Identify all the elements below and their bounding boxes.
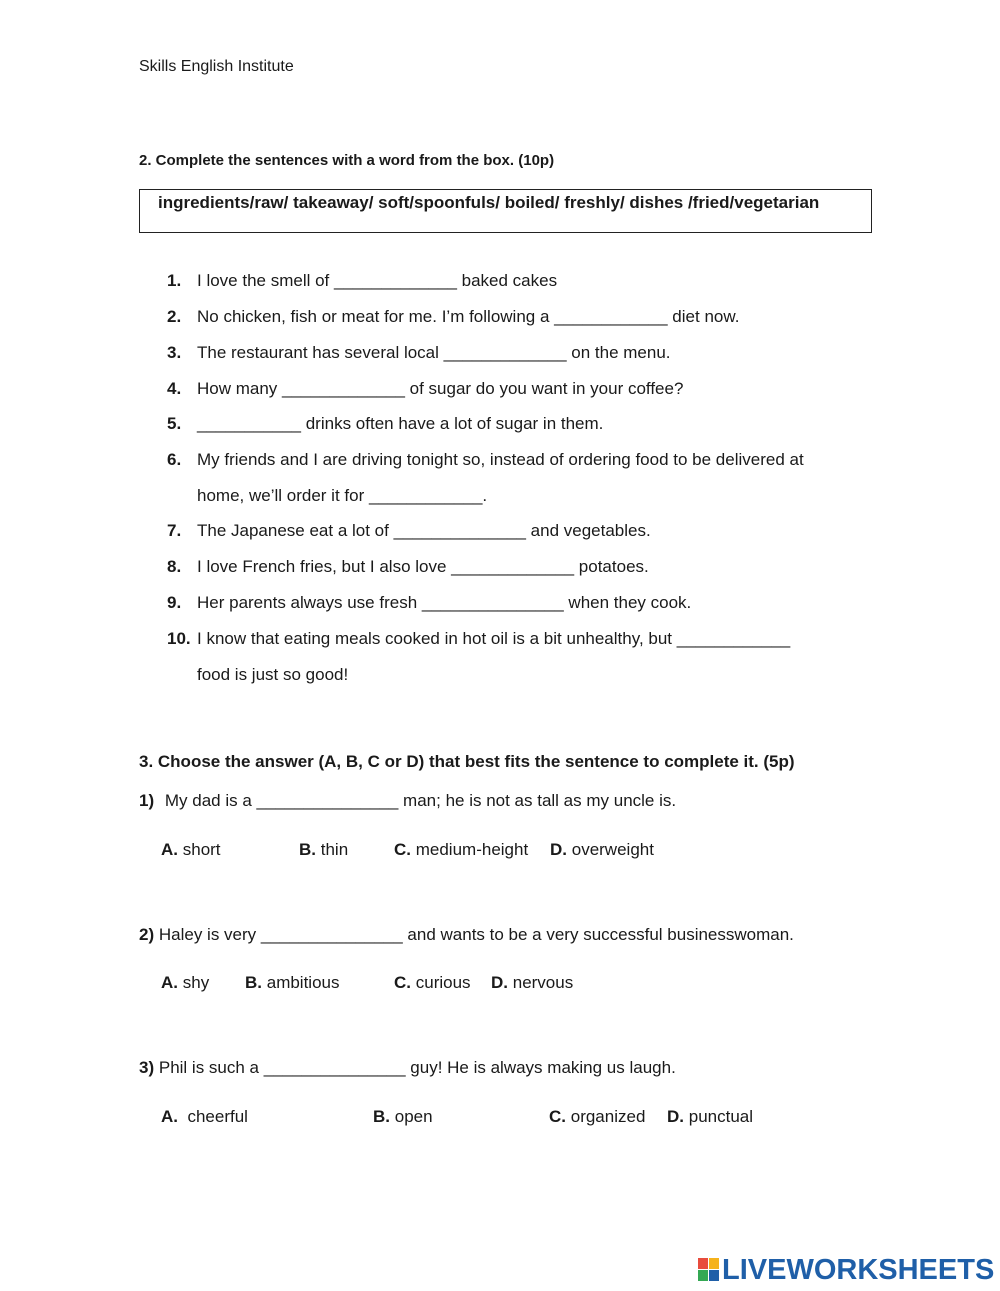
item-number: 2.	[167, 307, 182, 326]
question-number: 1)	[139, 791, 155, 810]
question-number: 2)	[139, 925, 155, 944]
option-2a[interactable]	[161, 973, 209, 993]
option-text: curious	[415, 973, 471, 992]
item-number: 6.	[167, 450, 182, 469]
option-letter: D.	[550, 840, 567, 859]
option-letter: A.	[161, 840, 178, 859]
question-2	[139, 925, 794, 945]
option-text: cheerful	[187, 1107, 248, 1126]
option-text: punctual	[688, 1107, 754, 1126]
option-letter: D.	[491, 973, 508, 992]
option-letter: B.	[245, 973, 262, 992]
section-3-title: 3. Choose the answer (A, B, C or D) that best fits the sentence to complete it. (5p)	[139, 752, 795, 771]
item-number: 5.	[167, 414, 182, 433]
item-text: Her parents always use fresh _______________ when they cook.	[197, 593, 692, 612]
word-box-text: ingredients/raw/ takeaway/ soft/spoonfuls/ boiled/ freshly/ dishes /fried/vegetarian	[158, 193, 820, 212]
option-text: organized	[570, 1107, 646, 1126]
item-text-continued: home, we’ll order it for ____________.	[197, 486, 488, 505]
item-text: I love French fries, but I also love _____________ potatoes.	[197, 557, 649, 576]
item-number: 10.	[167, 629, 191, 648]
option-text: medium-height	[415, 840, 529, 859]
option-letter: A.	[161, 1107, 178, 1126]
liveworksheets-logo[interactable]	[698, 1253, 995, 1286]
option-1a[interactable]	[161, 840, 221, 860]
option-text: nervous	[512, 973, 574, 992]
option-letter: A.	[161, 973, 178, 992]
option-text: thin	[320, 840, 349, 859]
institute-name: Skills English Institute	[139, 58, 294, 75]
option-1c[interactable]	[394, 840, 528, 860]
option-text: overweight	[571, 840, 654, 859]
option-text: short	[182, 840, 221, 859]
item-text: How many _____________ of sugar do you want in your coffee?	[197, 379, 684, 398]
question-text: My dad is a _______________ man; he is not as tall as my uncle is.	[164, 791, 677, 810]
option-letter: C.	[394, 840, 411, 859]
item-number: 1.	[167, 271, 182, 290]
option-text: shy	[182, 973, 210, 992]
item-text: I love the smell of _____________ baked cakes	[197, 271, 558, 290]
item-number: 7.	[167, 521, 182, 540]
option-letter: C.	[394, 973, 411, 992]
question-3	[139, 1058, 676, 1078]
word-box	[139, 189, 872, 233]
option-2d[interactable]	[491, 973, 573, 993]
option-3a[interactable]	[161, 1107, 248, 1127]
section-2-title: 2. Complete the sentences with a word from the box. (10p)	[139, 152, 555, 169]
item-number: 9.	[167, 593, 182, 612]
question-text: Haley is very _______________ and wants to be a very successful businesswoman.	[158, 925, 794, 944]
option-text: ambitious	[266, 973, 340, 992]
option-2b[interactable]	[245, 973, 340, 993]
item-text: The restaurant has several local _____________ on the menu.	[197, 343, 671, 362]
option-3b[interactable]	[373, 1107, 433, 1127]
brand-name: LIVEWORKSHEETS	[722, 1253, 995, 1286]
item-number: 3.	[167, 343, 182, 362]
question-text: Phil is such a _______________ guy! He is always making us laugh.	[158, 1058, 676, 1077]
option-letter: B.	[373, 1107, 390, 1126]
option-1d[interactable]	[550, 840, 654, 860]
item-number: 4.	[167, 379, 182, 398]
item-text: I know that eating meals cooked in hot oil is a bit unhealthy, but ____________	[197, 629, 791, 648]
liveworksheets-icon	[698, 1258, 720, 1282]
option-3c[interactable]	[549, 1107, 645, 1127]
option-3d[interactable]	[667, 1107, 753, 1127]
item-text: No chicken, fish or meat for me. I’m following a ____________ diet now.	[197, 307, 740, 326]
option-letter: B.	[299, 840, 316, 859]
item-number: 8.	[167, 557, 182, 576]
option-text: open	[394, 1107, 433, 1126]
item-text: The Japanese eat a lot of ______________ and vegetables.	[197, 521, 651, 540]
item-text: ___________ drinks often have a lot of sugar in them.	[197, 414, 604, 433]
question-number: 3)	[139, 1058, 155, 1077]
option-letter: D.	[667, 1107, 684, 1126]
option-1b[interactable]	[299, 840, 348, 860]
option-letter: C.	[549, 1107, 566, 1126]
question-1	[139, 791, 676, 811]
item-text-continued: food is just so good!	[197, 665, 349, 684]
option-2c[interactable]	[394, 973, 471, 993]
item-text: My friends and I are driving tonight so, instead of ordering food to be delivered at	[197, 450, 804, 469]
